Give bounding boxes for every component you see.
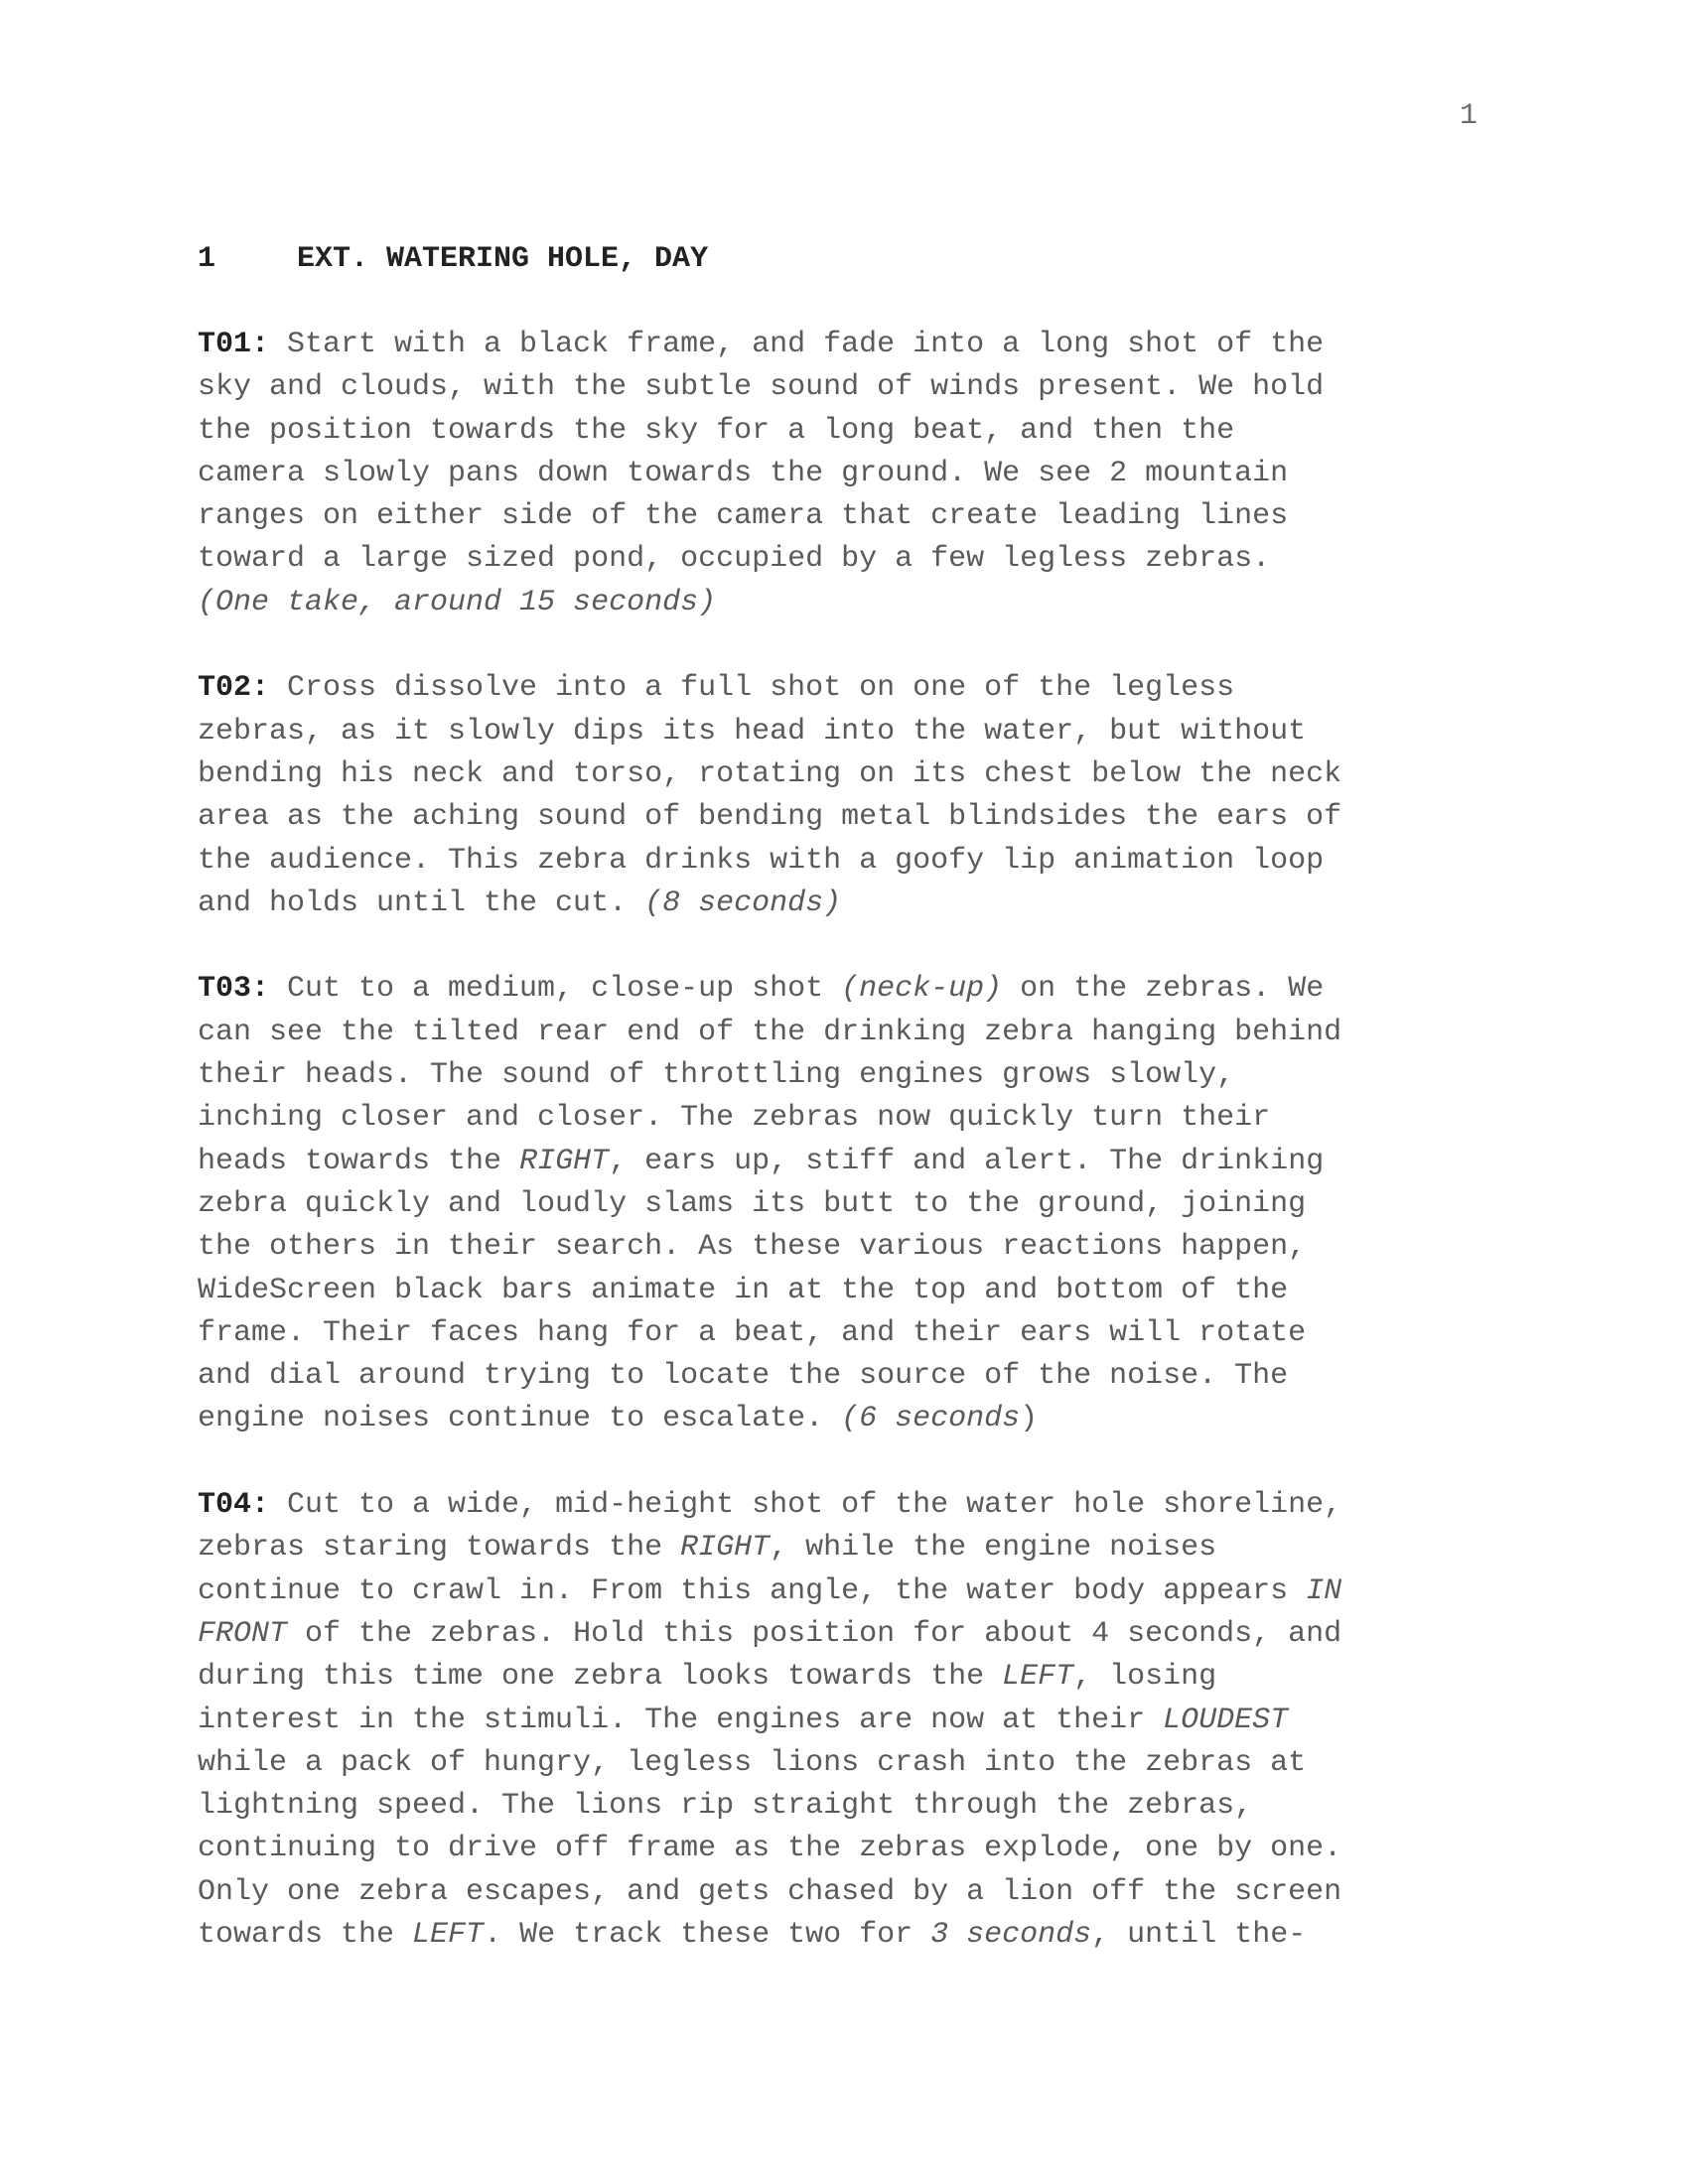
italic-text: (One take, around 15 seconds) (198, 585, 717, 619)
shot-line (198, 1914, 1488, 1957)
shot-text: . We track these two for (484, 1917, 931, 1952)
shot-line (198, 1613, 1488, 1656)
shot-text: lightning speed. The lions rip straight through the zebras, (198, 1789, 1253, 1824)
shot-line (198, 1226, 1488, 1269)
shot-line (198, 366, 1488, 409)
italic-text: FRONT (198, 1616, 288, 1651)
shot-text: of the zebras. Hold this position for about 4 seconds, and (287, 1616, 1342, 1651)
shot-line (198, 968, 1488, 1011)
shot-text: the others in their search. As these various reactions happen, (198, 1230, 1307, 1265)
shot-line (198, 410, 1488, 453)
shot-text: zebras staring towards the (198, 1531, 681, 1566)
shot-text: and holds until the cut. (198, 886, 645, 920)
shot-line (198, 582, 1488, 624)
shot-line (198, 1355, 1488, 1398)
shot-line (198, 1656, 1488, 1699)
shot-text: bending his neck and torso, rotating on its chest below the neck (198, 756, 1342, 791)
shot-text: WideScreen black bars animate in at the top and bottom of the (198, 1273, 1289, 1307)
shot-line (198, 796, 1488, 839)
shot-text: heads towards the (198, 1144, 520, 1178)
shot-line (198, 753, 1488, 796)
shot-text: Cut to a wide, mid-height shot of the water hole shoreline, (269, 1488, 1342, 1523)
shot-paragraph (198, 324, 1488, 624)
italic-text: RIGHT (680, 1531, 771, 1566)
italic-text: LEFT (1002, 1660, 1074, 1695)
italic-text: LOUDEST (1163, 1703, 1289, 1737)
shot-text: camera slowly pans down towards the ground. We see 2 mountain (198, 456, 1289, 490)
shot-text: the audience. This zebra drinks with a goofy lip animation loop (198, 843, 1325, 878)
shot-line (198, 1785, 1488, 1828)
shot-line (198, 1527, 1488, 1570)
shot-line (198, 1183, 1488, 1226)
shot-paragraph (198, 968, 1488, 1440)
shot-text: , while the engine noises (770, 1531, 1217, 1566)
shot-paragraph (198, 667, 1488, 925)
shot-paragraph (198, 1484, 1488, 1957)
shot-line (198, 1742, 1488, 1785)
shot-text: Cut to a medium, close-up shot (269, 972, 842, 1007)
shot-line (198, 538, 1488, 581)
shot-line (198, 711, 1488, 753)
italic-text: LEFT (412, 1917, 485, 1952)
shot-line (198, 840, 1488, 883)
shot-text: sky and clouds, with the subtle sound of winds present. We hold (198, 370, 1325, 405)
shot-line (198, 1141, 1488, 1183)
shot-text: ) (1020, 1402, 1039, 1436)
shot-text: Cross dissolve into a full shot on one of the legless (269, 671, 1235, 706)
shot-line (198, 1097, 1488, 1140)
shot-text: toward a large sized pond, occupied by a few legless zebras. (198, 542, 1271, 577)
shot-text: the position towards the sky for a long beat, and then the (198, 413, 1235, 448)
shot-text: and dial around trying to locate the source of the noise. The (198, 1359, 1289, 1394)
script-page (198, 238, 1488, 2000)
shot-text: continue to crawl in. From this angle, the water body appears (198, 1573, 1307, 1608)
italic-text: (neck-up) (841, 972, 1003, 1007)
shot-text: , ears up, stiff and alert. The drinking (609, 1144, 1325, 1178)
shot-line (198, 1398, 1488, 1440)
shot-line (198, 1270, 1488, 1312)
shot-line (198, 1312, 1488, 1355)
shot-line (198, 1700, 1488, 1742)
shot-label: T04: (198, 1488, 270, 1523)
shot-text: on the zebras. We (1002, 972, 1325, 1007)
italic-text: (8 seconds) (644, 886, 842, 920)
shot-text: frame. Their faces hang for a beat, and their ears will rotate (198, 1315, 1307, 1350)
shot-list (198, 324, 1488, 1957)
shot-text: area as the aching sound of bending metal blindsides the ears of (198, 800, 1342, 835)
shot-text: zebra quickly and loudly slams its butt to the ground, joining (198, 1186, 1307, 1221)
shot-text: engine noises continue to escalate. (198, 1402, 842, 1436)
scene-number: 1 (198, 242, 216, 276)
page-number: 1 (1459, 99, 1477, 133)
shot-text: towards the (198, 1917, 413, 1952)
shot-line (198, 1828, 1488, 1870)
shot-text: their heads. The sound of throttling engines grows slowly, (198, 1058, 1235, 1093)
shot-text: Start with a black frame, and fade into a long shot of the (269, 328, 1325, 361)
shot-text: interest in the stimuli. The engines are now at their (198, 1703, 1164, 1737)
shot-text: while a pack of hungry, legless lions crash into the zebras at (198, 1745, 1307, 1780)
shot-line (198, 1012, 1488, 1054)
shot-label: T02: (198, 671, 270, 706)
shot-text: inching closer and closer. The zebras now quickly turn their (198, 1101, 1271, 1136)
shot-line (198, 1871, 1488, 1914)
scene-heading-text: EXT. WATERING HOLE, DAY (297, 242, 709, 276)
scene-heading (198, 238, 1488, 281)
shot-line (198, 495, 1488, 538)
italic-text: IN (1306, 1573, 1342, 1608)
shot-text: during this time one zebra looks towards the (198, 1660, 1003, 1695)
shot-line (198, 1484, 1488, 1527)
shot-text: zebras, as it slowly dips its head into the water, but without (198, 714, 1307, 749)
shot-label: T01: (198, 328, 270, 361)
italic-text: (6 seconds (841, 1402, 1021, 1436)
shot-text: ranges on either side of the camera that create leading lines (198, 499, 1289, 534)
shot-line (198, 883, 1488, 925)
shot-line (198, 667, 1488, 710)
shot-text: can see the tilted rear end of the drinking zebra hanging behind (198, 1015, 1342, 1049)
shot-text: , losing (1073, 1660, 1217, 1695)
italic-text: 3 seconds (930, 1917, 1092, 1952)
shot-text: Only one zebra escapes, and gets chased by a lion off the screen (198, 1874, 1342, 1909)
italic-text: RIGHT (519, 1144, 610, 1178)
shot-line (198, 324, 1488, 366)
shot-line (198, 453, 1488, 495)
shot-text: , until the- (1091, 1917, 1307, 1952)
shot-text: continuing to drive off frame as the zebras explode, one by one. (198, 1832, 1342, 1866)
shot-label: T03: (198, 972, 270, 1007)
shot-line (198, 1054, 1488, 1097)
shot-line (198, 1570, 1488, 1613)
